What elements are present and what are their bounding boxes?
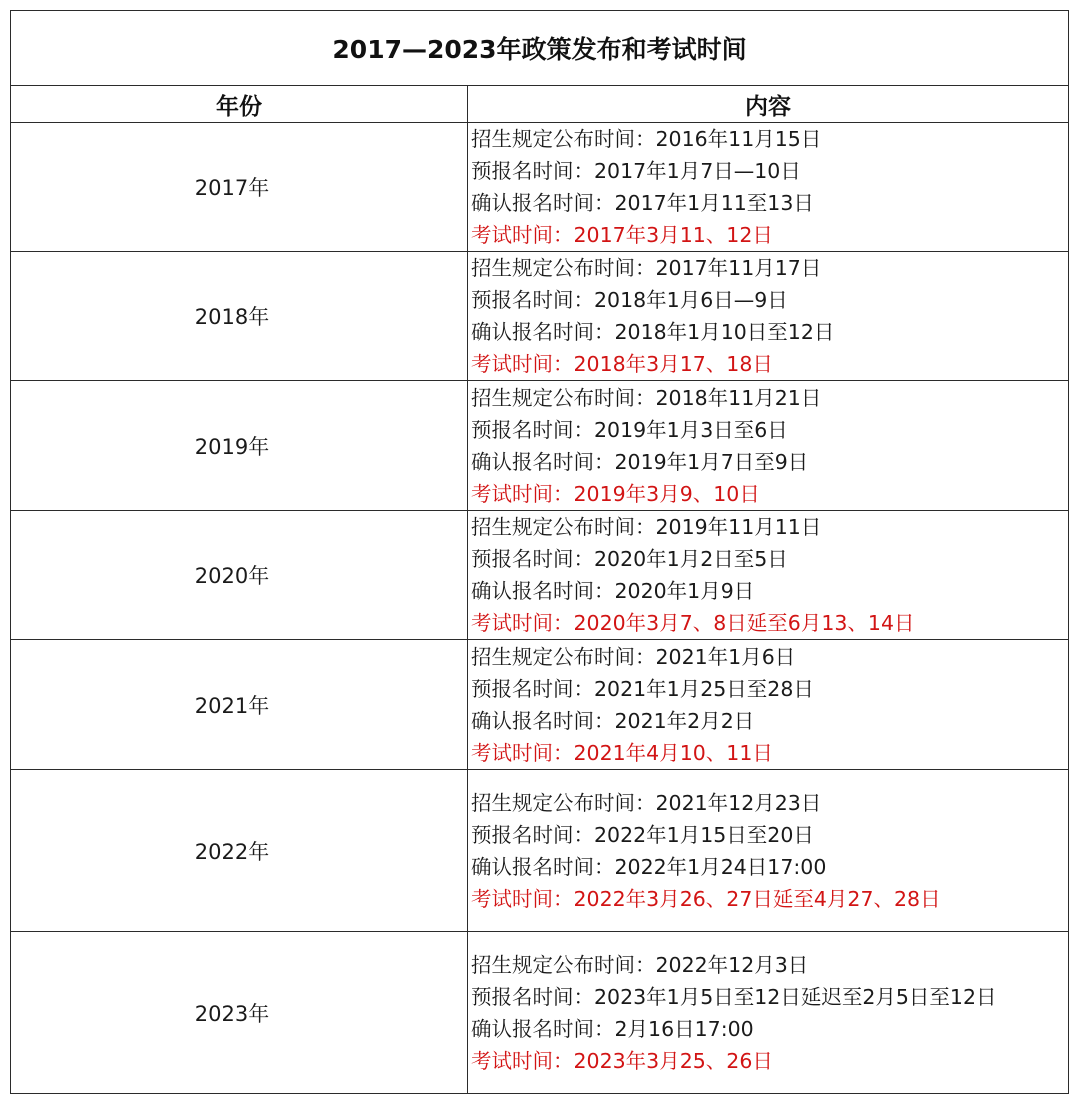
year-cell: 2020年: [11, 511, 468, 640]
schedule-line: 招生规定公布时间：2021年1月6日: [471, 644, 796, 669]
exam-time-line: 考试时间：2022年3月26、27日延至4月27、28日: [471, 886, 941, 911]
exam-time-line: 考试时间：2017年3月11、12日: [471, 223, 773, 247]
table-title: 2017—2023年政策发布和考试时间: [11, 11, 1069, 86]
exam-time-line: 考试时间：2023年3月25、26日: [471, 1048, 773, 1073]
header-row: [11, 86, 1069, 123]
exam-time-line: 考试时间：2020年3月7、8日延至6月13、14日: [471, 611, 915, 635]
schedule-line: 招生规定公布时间：2022年12月3日: [471, 952, 809, 977]
year-cell: 2019年: [11, 381, 468, 511]
exam-time-line: 考试时间：2019年3月9、10日: [471, 481, 760, 506]
table-row: [11, 511, 1069, 640]
table-row: [11, 932, 1069, 1094]
content-cell: [468, 770, 1069, 932]
schedule-line: 确认报名时间：2021年2月2日: [471, 708, 755, 733]
schedule-line: 预报名时间：2017年1月7日—10日: [471, 159, 801, 183]
schedule-line: 招生规定公布时间：2021年12月23日: [471, 790, 822, 815]
content-cell: [468, 252, 1069, 381]
content-cell: [468, 932, 1069, 1094]
table-row: [11, 640, 1069, 770]
title-row: [11, 11, 1069, 86]
exam-time-line: 考试时间：2021年4月10、11日: [471, 740, 773, 765]
content-cell: [468, 511, 1069, 640]
schedule-line: 预报名时间：2022年1月15日至20日: [471, 822, 814, 847]
schedule-line: 确认报名时间：2月16日17:00: [471, 1016, 754, 1041]
table-row: [11, 123, 1069, 252]
content-cell: [468, 381, 1069, 511]
content-cell: [468, 640, 1069, 770]
schedule-line: 确认报名时间：2017年1月11至13日: [471, 191, 814, 215]
schedule-line: 预报名时间：2018年1月6日—9日: [471, 288, 788, 312]
year-cell: 2021年: [11, 640, 468, 770]
exam-time-line: 考试时间：2018年3月17、18日: [471, 352, 773, 376]
schedule-line: 招生规定公布时间：2017年11月17日: [471, 256, 822, 280]
schedule-line: 招生规定公布时间：2016年11月15日: [471, 127, 822, 151]
schedule-line: 确认报名时间：2022年1月24日17:00: [471, 854, 827, 879]
table-row: [11, 252, 1069, 381]
schedule-line: 预报名时间：2020年1月2日至5日: [471, 547, 788, 571]
schedule-table: [10, 10, 1069, 1094]
schedule-line: 预报名时间：2023年1月5日至12日延迟至2月5日至12日: [471, 984, 997, 1009]
schedule-line: 预报名时间：2021年1月25日至28日: [471, 676, 814, 701]
year-cell: 2022年: [11, 770, 468, 932]
schedule-line: 确认报名时间：2018年1月10日至12日: [471, 320, 835, 344]
schedule-line: 预报名时间：2019年1月3日至6日: [471, 417, 788, 442]
table-row: [11, 770, 1069, 932]
year-cell: 2018年: [11, 252, 468, 381]
content-cell: [468, 123, 1069, 252]
year-cell: 2017年: [11, 123, 468, 252]
schedule-line: 确认报名时间：2020年1月9日: [471, 579, 755, 603]
year-cell: 2023年: [11, 932, 468, 1094]
schedule-line: 招生规定公布时间：2019年11月11日: [471, 515, 822, 539]
schedule-line: 招生规定公布时间：2018年11月21日: [471, 385, 822, 410]
schedule-line: 确认报名时间：2019年1月7日至9日: [471, 449, 809, 474]
header-year: 年份: [11, 86, 468, 123]
table-row: [11, 381, 1069, 511]
header-content: 内容: [468, 86, 1069, 123]
schedule-table-body: [11, 11, 1069, 1094]
